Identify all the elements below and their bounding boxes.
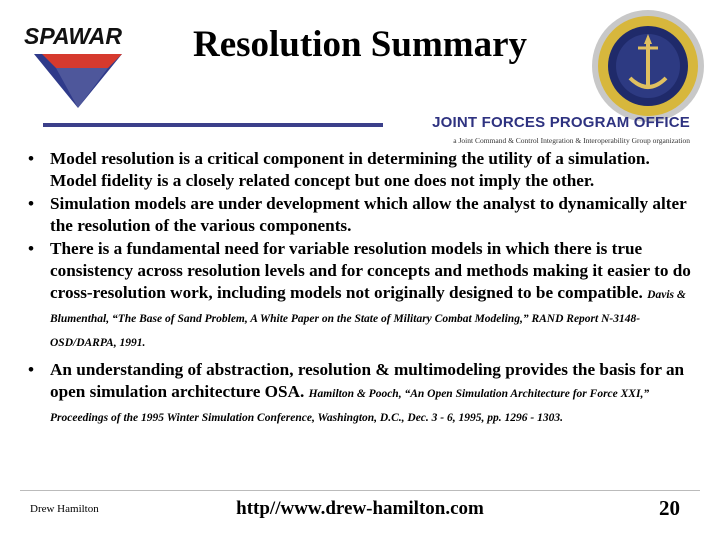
bullet-list xyxy=(28,148,698,430)
slide-title: Resolution Summary xyxy=(192,24,528,65)
list-item xyxy=(28,238,698,354)
page-number: 20 xyxy=(659,496,680,520)
header-rule xyxy=(43,123,383,127)
citation: Davis & Blumenthal, “The Base of Sand Problem, A White Paper on the State of Military Combat Modeling,” RAND Report N-3148-OSD/DARPA, 1991. xyxy=(50,289,686,349)
bullet-text: An understanding of abstraction, resolution & multimodeling provides the basis for an open simulation architecture OSA. xyxy=(50,360,685,401)
bullet-dot: • xyxy=(28,149,35,168)
bullet-dot: • xyxy=(28,360,35,379)
list-item xyxy=(28,193,698,237)
bullet-dot: • xyxy=(28,194,35,213)
office-subtitle: a Joint Command & Control Integration & Interoperability Group organization xyxy=(453,136,690,145)
list-item xyxy=(28,359,698,429)
joint-forces-seal xyxy=(590,8,706,124)
spawar-logo xyxy=(22,22,140,118)
office-name: JOINT FORCES PROGRAM OFFICE xyxy=(432,114,690,131)
footer-divider xyxy=(20,490,700,491)
bullet-text: Model resolution is a critical component in determining the utility of a simulation. Model fidelity is a closely related concept but one does not imply the other. xyxy=(50,149,650,190)
svg-text:SPAWAR: SPAWAR xyxy=(24,23,122,49)
citation: Hamilton & Pooch, “An Open Simulation Architecture for Force XXI,” Proceedings of the 1995 Winter Simulation Conference, Washington, D.C., Dec. 3 - 6, 1995, pp. 1296 - 1303. xyxy=(50,388,650,424)
list-item xyxy=(28,148,698,192)
bullet-text: There is a fundamental need for variable resolution models in which there is true consistency across resolution levels and for concepts and methods making it easier to do cross-resolution work, including models not originally designed to be compatible. xyxy=(50,239,691,302)
footer-author: Drew Hamilton xyxy=(30,503,99,515)
footer-url: http//www.drew-hamilton.com xyxy=(236,498,484,519)
bullet-dot: • xyxy=(28,239,35,258)
bullet-text: Simulation models are under development which allow the analyst to dynamically alter the resolution of the various components. xyxy=(50,194,687,235)
